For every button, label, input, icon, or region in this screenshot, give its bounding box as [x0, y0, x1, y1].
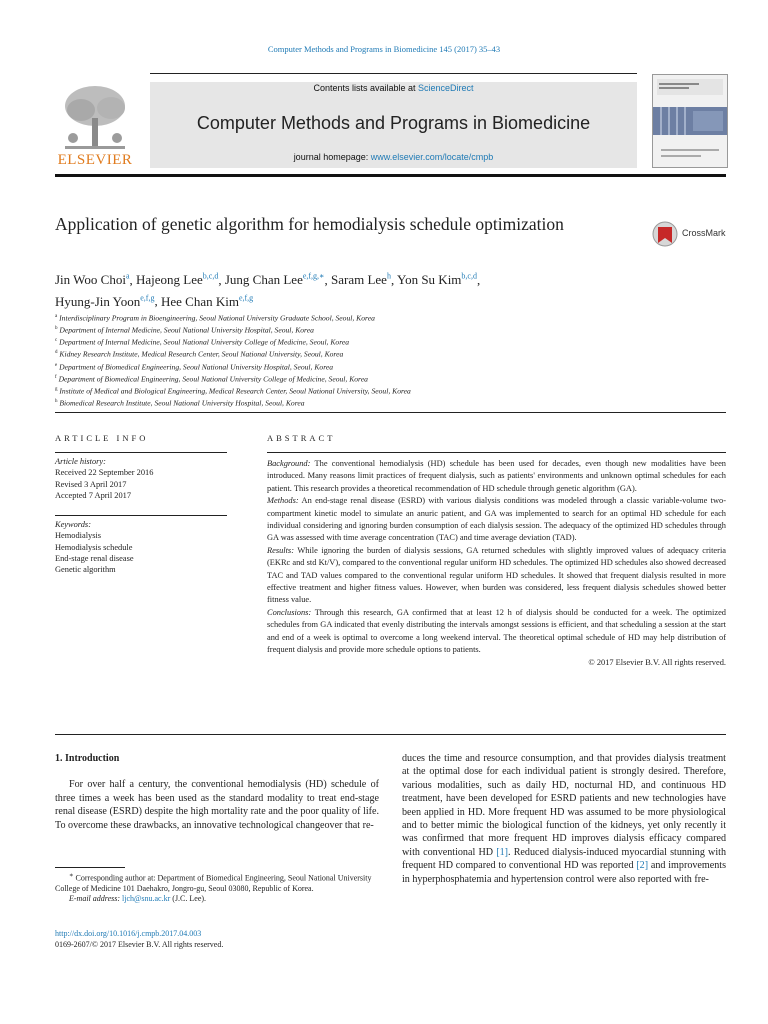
affiliation: $^b$ Department of Internal Medicine, Seoul National University Hospital, Seoul, Korea	[55, 325, 314, 335]
masthead-divider	[55, 174, 726, 177]
author-list: Jin Woo Choi$^a$, Hajeong Lee$^{b,c,d}$, Jung Chan Lee$^{e,f,g,∗}$, Saram Lee$^h$, Yon Su Kim$^{b,c,d}$, Hyung-Jin Yoon$^{e,f,g}$, Hee Chan Kim$^{e,f,g}$	[55, 272, 481, 309]
affiliation: $^f$ Department of Biomedical Engineering, Seoul National University College of Medicine, Seoul, Korea	[55, 374, 368, 384]
reference-link[interactable]: [2]	[636, 860, 649, 872]
author[interactable]: Hyung-Jin Yoon$^{e,f,g}$	[55, 293, 155, 309]
keyword: End-stage renal disease	[55, 553, 134, 563]
abstract-rule	[267, 452, 726, 453]
affiliation: $^g$ Institute of Medical and Biological Engineering, Medical Research Center, Seoul National University, Seoul, Korea	[55, 386, 411, 396]
keywords-label: Keywords:	[55, 520, 91, 529]
crossmark-label: CrossMark	[682, 228, 726, 238]
abstract-background: Background: The conventional hemodialysis (HD) schedule has been used for decades, even though new modalities have been introduced. Many reasons limit practices of frequent dialysis, such as patients' environments and unknown optimal schedules for each patient. This research provides a theoretical recommendation of HD schedule through genetic algorithm (GA).	[267, 459, 726, 493]
contents-prefix: Contents lists available at	[313, 83, 419, 93]
article-history	[55, 456, 227, 501]
abstract-body	[267, 458, 726, 669]
affiliation: $^e$ Department of Biomedical Engineering, Seoul National University Hospital, Seoul, Korea	[55, 362, 334, 372]
history-revised: Revised 3 April 2017	[55, 479, 127, 489]
corresponding-author-footnote: ∗ Corresponding author at: Department of Biomedical Engineering, Seoul National University College of Medicine 101 Daehakro, Jongro-gu, Seoul 03080, Republic of Korea. E-mail address: ljch@snu.ac.kr (J.C. Lee).	[55, 872, 372, 904]
author[interactable]: Jung Chan Lee$^{e,f,g,∗}$	[224, 272, 325, 288]
crossmark-badge[interactable]	[652, 219, 732, 249]
affiliation: $^c$ Department of Internal Medicine, Seoul National University College of Medicine, Seoul, Korea	[55, 337, 350, 347]
history-accepted: Accepted 7 April 2017	[55, 490, 132, 500]
author[interactable]: Saram Lee$^h$	[331, 272, 391, 288]
author[interactable]: Jin Woo Choi$^a$	[55, 272, 130, 288]
intro-paragraph-continued: duces the time and resource consumption, and that provides dialysis treatment at the optimal dose for each individual patient is strongly desired. Therefore, various modalities, such as daily HD, nocturnal HD, and continuous HD treatment, have been developed for ESRD patients and new technologies have been applied in HD. More frequent HD was assumed to be more physiological and to better mimic the biological function of the kidneys, yet only recently it was confirmed that more frequent HD improves dialysis efficacy compared with conventional HD [1]. Reduced dialysis-induced myocardial stunning with frequent HD compared to conventional HD was reported [2] and improvements in hyperphosphatemia and hypertension control were also reported with fre-	[402, 753, 727, 885]
homepage-prefix: journal homepage:	[293, 152, 371, 162]
abstract-results: Results: While ignoring the burden of dialysis sessions, GA returned schedules with slightly improved values of adequacy criteria (EKRc and std Kt/V), compared to the conventional regular uniform HD schedules. The optimized HD schedules also showed decreased TAC and TAD values compared to the conventional regular uniform HD schedules. It showed that frequent dialysis resulted in more effective treatment and higher fitness values. However, when burden was considered, less frequent dialysis schedules showed better fitness value.	[267, 545, 726, 605]
body-left-column	[55, 752, 379, 832]
affiliation: $^d$ Kidney Research Institute, Medical Research Center, Seoul National University, Seoul, Korea	[55, 349, 344, 359]
keyword: Hemodialysis	[55, 531, 102, 541]
author[interactable]: Hee Chan Kim$^{e,f,g}$	[160, 293, 254, 309]
history-label: Article history:	[55, 457, 106, 466]
homepage-link[interactable]: www.elsevier.com/locate/cmpb	[370, 152, 494, 162]
abstract-methods: Methods: An end-stage renal disease (ESRD) with various dialysis conditions was modeled through a classic variable-volume two-compartment kinetic model to simulate an anuric patient, and GA was implemented to search for an optimal HD schedule for each individual considering and ignoring burden consumption of each dialysis session. The adequacy of the optimized HD schedules through GA was assessed with time average concentration (TAC) and time average deviation (TAD).	[267, 496, 726, 543]
keyword: Genetic algorithm	[55, 565, 116, 575]
article-info-heading: ARTICLE INFO	[55, 433, 149, 443]
affiliation: $^a$ Interdisciplinary Program in Bioengineering, Seoul National University Graduate School, Seoul, Korea	[55, 313, 375, 323]
journal-cover-thumbnail[interactable]	[652, 74, 728, 168]
doi-link[interactable]: http://dx.doi.org/10.1016/j.cmpb.2017.04.003	[55, 929, 202, 938]
reference-link[interactable]: [1]	[496, 846, 508, 858]
section-divider	[55, 412, 726, 413]
abstract-copyright: © 2017 Elsevier B.V. All rights reserved.	[588, 657, 726, 667]
email-link[interactable]: ljch@snu.ac.kr	[122, 894, 171, 904]
homepage-line	[150, 152, 637, 162]
article-title: Application of genetic algorithm for hemodialysis schedule optimization	[55, 214, 564, 234]
contents-line	[150, 83, 637, 93]
affiliation: $^h$ Biomedical Research Institute, Seoul National University Hospital, Seoul, Korea	[55, 398, 305, 408]
author[interactable]: Yon Su Kim$^{b,c,d}$	[396, 272, 477, 288]
elsevier-wordmark: ELSEVIER	[57, 152, 133, 168]
body-divider	[55, 734, 726, 735]
crossmark-icon	[652, 219, 678, 249]
header-top-rule	[150, 73, 637, 74]
affiliation-list	[55, 312, 655, 409]
body-right-column	[402, 752, 726, 886]
sciencedirect-link[interactable]: ScienceDirect	[418, 83, 474, 93]
keyword: Hemodialysis schedule	[55, 542, 133, 552]
abstract-conclusions: Conclusions: Through this research, GA confirmed that at least 12 h of dialysis should be conducted for a week. The optimized schedules from GA indicated that evenly distributing the intervals amongst sessions is efficient, and that scheduling a session at the start and end of a week is optimal to overcome a long weekend interval. The theoretical optimal schedule of HD may help distribution of frequent dialysis and provide more schedule options to patients.	[267, 607, 726, 655]
abstract-heading: ABSTRACT	[267, 433, 336, 443]
journal-title: Computer Methods and Programs in Biomedicine	[196, 113, 591, 133]
keywords-block	[55, 519, 227, 575]
author[interactable]: Hajeong Lee$^{b,c,d}$	[136, 272, 219, 288]
introduction-heading: 1. Introduction	[55, 753, 120, 764]
article-info-rule	[55, 452, 227, 453]
history-received: Received 22 September 2016	[55, 468, 154, 478]
doi-block	[55, 928, 379, 950]
footnote-rule	[55, 867, 125, 868]
intro-paragraph: For over half a century, the conventional hemodialysis (HD) schedule of three times a week has been used as the standard modality to treat end-stage renal disease (ESRD) despite the high mortality rate and the poor quality of life. To overcome these drawbacks, an innovative technological changeover that re-	[55, 779, 379, 831]
keywords-rule	[55, 515, 227, 516]
issn-line: 0169-2607/© 2017 Elsevier B.V. All rights reserved.	[55, 940, 224, 949]
journal-citation[interactable]: Computer Methods and Programs in Biomedicine 145 (2017) 35–43	[267, 44, 501, 54]
